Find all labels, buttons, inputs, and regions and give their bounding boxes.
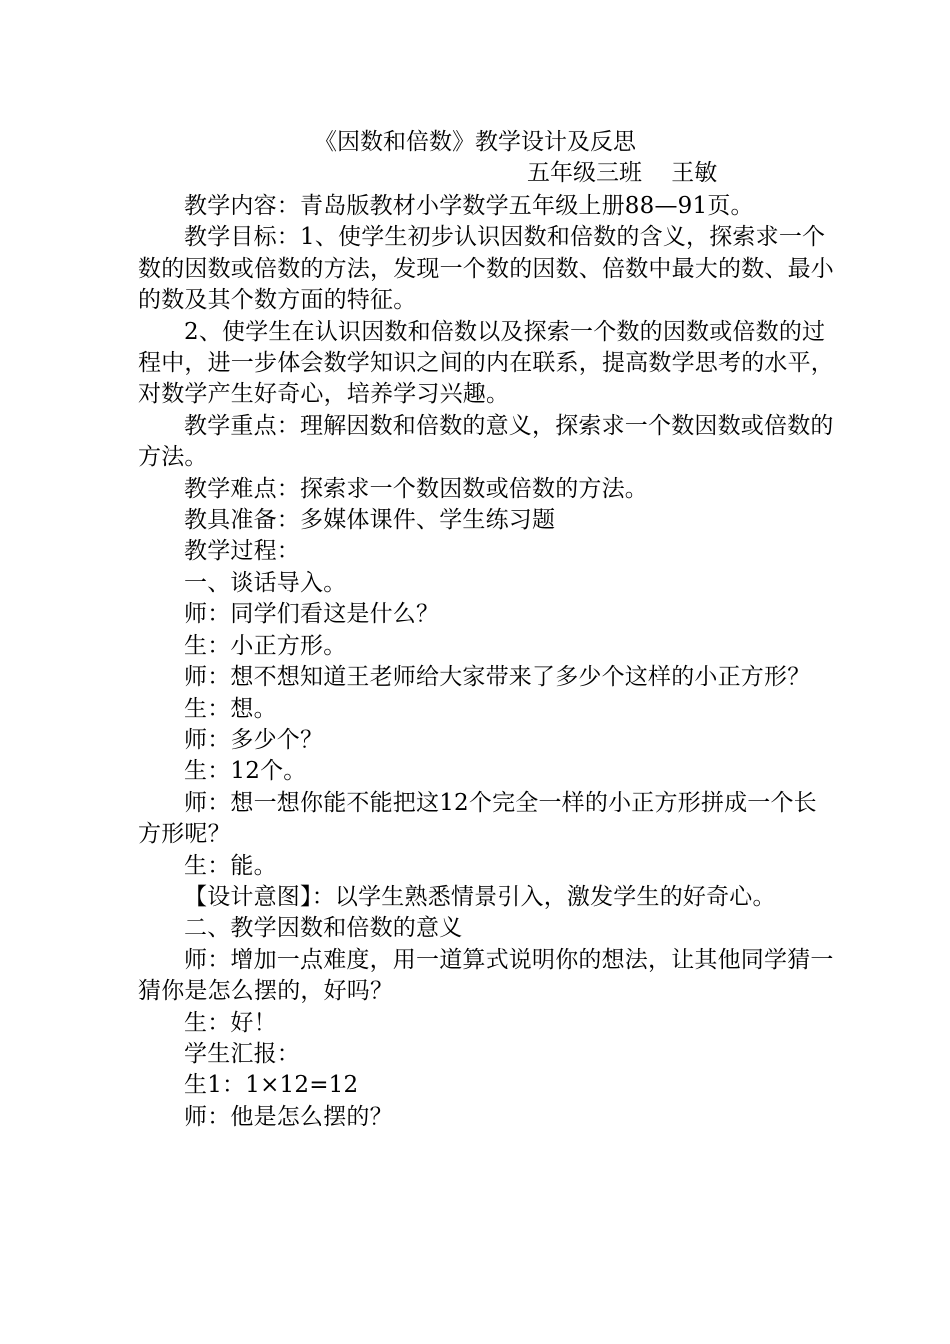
document-byline: 五年级三班 王敏	[527, 160, 718, 186]
paragraph-difficult-point: 教学难点：探索求一个数因数或倍数的方法。	[184, 475, 648, 502]
paragraph-teaching-content: 教学内容：青岛版教材小学数学五年级上册88—91页。	[184, 193, 754, 219]
paragraph-teaching-aids: 教具准备：多媒体课件、学生练习题	[184, 507, 556, 534]
dialogue-line: 师：多少个？	[184, 726, 324, 753]
dialogue-line: 生：想。	[184, 695, 277, 722]
dialogue-line: 师：想不想知道王老师给大家带来了多少个这样的小正方形？	[184, 664, 811, 691]
paragraph-teaching-process: 教学过程：	[184, 538, 300, 565]
dialogue-line: 学生汇报：	[184, 1040, 300, 1067]
dialogue-line: 生：12个。	[184, 758, 307, 785]
section-heading-meaning: 二、教学因数和倍数的意义	[184, 915, 463, 942]
dialogue-line: 生：好！	[184, 1009, 277, 1036]
dialogue-line: 生：小正方形。	[184, 632, 347, 659]
design-intent-note: 【设计意图】：以学生熟悉情景引入，激发学生的好奇心。	[184, 883, 776, 910]
dialogue-line: 师：想一想你能不能把这12个完全一样的小正方形拼成一个长方形呢？	[138, 789, 817, 848]
dialogue-line: 生1：1×12=12	[184, 1072, 359, 1099]
paragraph-teaching-goal-2: 2、使学生在认识因数和倍数以及探索一个数的因数或倍数的过程中，进一步体会数学知识之间的内在联系，提高数学思考的水平，对数学产生好奇心，培养学习兴趣。	[138, 318, 834, 408]
dialogue-line: 师：同学们看这是什么？	[184, 601, 440, 628]
section-heading-intro: 一、谈话导入。	[184, 569, 347, 596]
document-title: 《因数和倍数》教学设计及反思	[314, 129, 636, 155]
document-body	[138, 191, 838, 1133]
paragraph-teaching-goal-1: 教学目标：1、使学生初步认识因数和倍数的含义，探索求一个数的因数或倍数的方法，发现一个数的因数、倍数中最大的数、最小的数及其个数方面的特征。	[138, 224, 834, 314]
dialogue-line: 师：增加一点难度，用一道算式说明你的想法，让其他同学猜一猜你是怎么摆的，好吗？	[138, 946, 834, 1005]
dialogue-line: 师：他是怎么摆的？	[184, 1103, 393, 1130]
paragraph-key-point: 教学重点：理解因数和倍数的意义，探索求一个数因数或倍数的方法。	[138, 412, 834, 471]
dialogue-line: 生：能。	[184, 852, 277, 879]
